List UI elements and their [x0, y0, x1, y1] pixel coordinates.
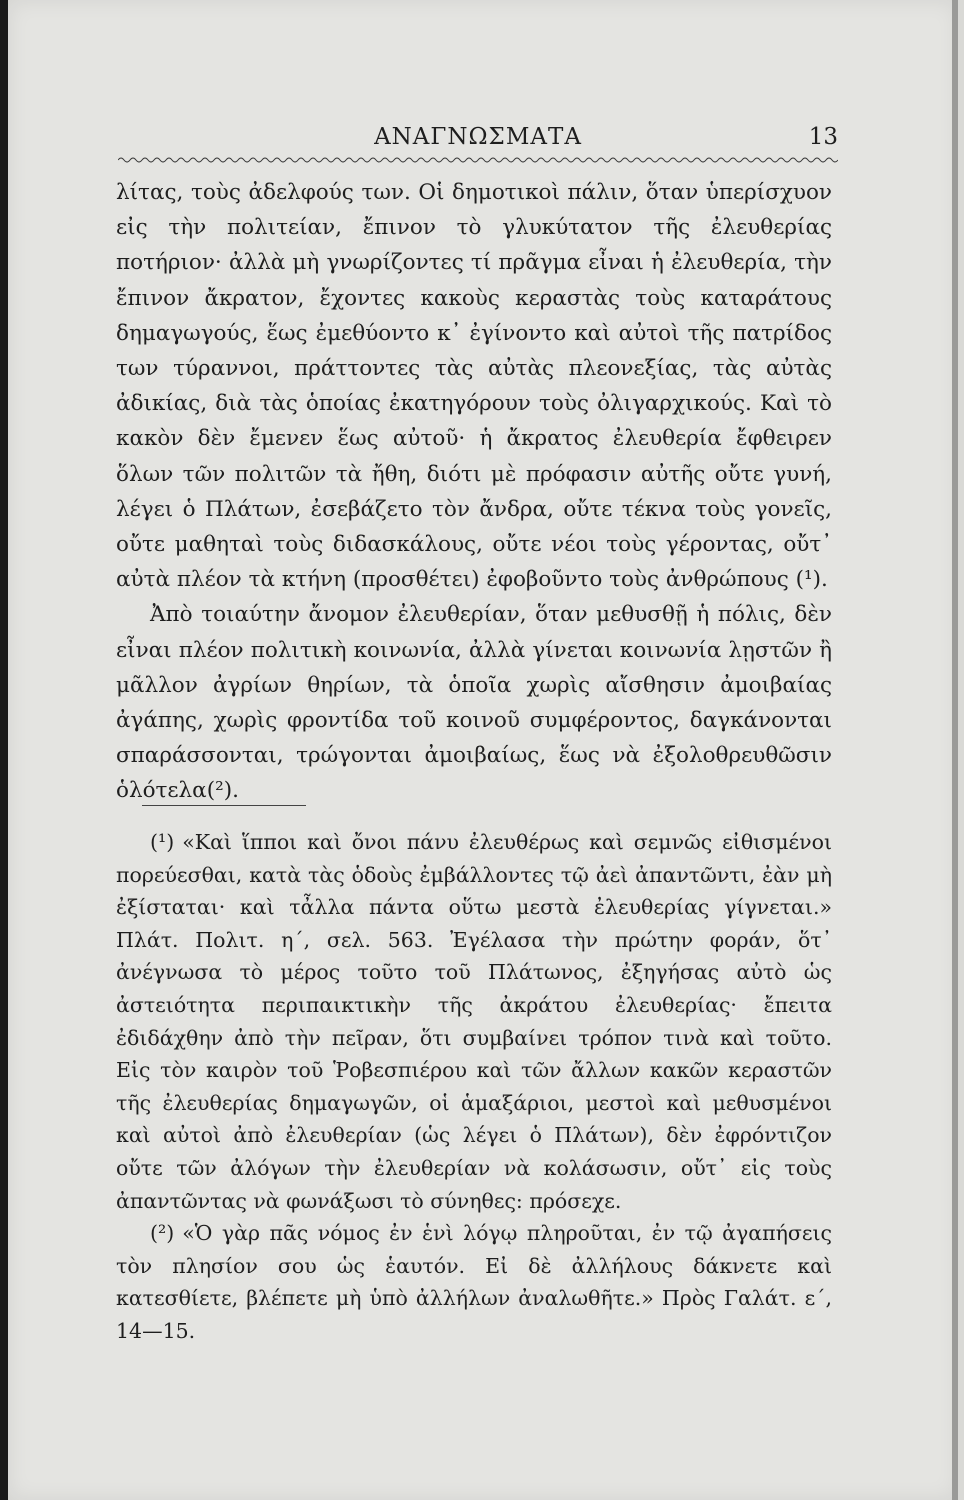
- wavy-rule-divider: [118, 156, 838, 164]
- footnote-2-marker: (²): [150, 1221, 175, 1246]
- footnotes: [116, 826, 832, 1348]
- paragraph-2-text: Ἀπὸ τοιαύτην ἄνομον ἐλευθερίαν, ὅταν μεθυσθῇ ἡ πόλις, δὲν εἶναι πλέον πολιτικὴ κοινωνία, ἀλλὰ γίνεται κοινωνία λῃστῶν ἢ μᾶλλον ἀγρίων θηρίων, τὰ ὁποῖα χωρὶς αἴσθησιν ἀμοιβαίας ἀγάπης, χωρὶς φροντίδα τοῦ κοινοῦ συμφέροντος, δαγκάνονται σπαράσσονται, τρώγονται ἀμοιβαίως, ἕως νὰ ἐξολοθρευθῶσιν ὁλότελα: [116, 602, 832, 804]
- main-text: [116, 175, 832, 809]
- book-page: [8, 0, 958, 1500]
- running-title: ΑΝΑΓΝΩΣΜΑΤΑ: [374, 124, 582, 150]
- page-right-edge: [952, 0, 958, 1500]
- body-paragraph-2: [116, 597, 832, 808]
- footnote-separator: [142, 805, 306, 806]
- body-paragraph-1: [116, 175, 832, 597]
- footnote-1-text: «Καὶ ἵπποι καὶ ὄνοι πάνυ ἐλευθέρως καὶ σεμνῶς εἰθισμένοι πορεύεσθαι, κατὰ τὰς ὁδοὺς ἐμβάλλοντες τῷ ἀεὶ ἀπαντῶντι, ἐὰν μὴ ἐξίσταται· καὶ τἆλλα πάντα οὕτω μεστὰ ἐλευθερίας γίγνεται.» Πλάτ. Πολιτ. η΄, σελ. 563. Ἐγέλασα τὴν πρώτην φοράν, ὅτ᾽ ἀνέγνωσα τὸ μέρος τοῦτο τοῦ Πλάτωνος, ἐξηγήσας αὐτὸ ὡς ἀστειότητα περιπαικτικὴν τῆς ἀκράτου ἐλευθερίας· ἔπειτα ἐδιδάχθην ἀπὸ τὴν πεῖραν, ὅτι συμβαίνει τρόπον τινὰ καὶ τοῦτο. Εἰς τὸν καιρὸν τοῦ Ῥοβεσπιέρου καὶ τῶν ἄλλων κακῶν κεραστῶν τῆς ἐλευθερίας δημαγωγῶν, οἱ ἁμαξάριοι, μεστοὶ καὶ μεθυσμένοι καὶ αὐτοὶ ἀπὸ ἐλευθερίαν (ὡς λέγει ὁ Πλάτων), δὲν ἐφρόντιζον οὔτε τῶν ἀλόγων τὴν ἐλευθερίαν νὰ κολάσωσιν, οὔτ᾽ εἰς τοὺς ἀπαντῶντας νὰ φωνάξωσι τὸ σύνηθες: πρόσεχε.: [116, 830, 832, 1213]
- footnote-2: [116, 1217, 832, 1347]
- footnote-1-marker: (¹): [150, 830, 175, 854]
- footnote-ref-1: (¹).: [795, 567, 828, 593]
- footnote-ref-2: (²).: [206, 778, 239, 804]
- page-number: 13: [808, 124, 838, 150]
- footnote-1: [116, 826, 832, 1217]
- paragraph-1-text: λίτας, τοὺς ἀδελφούς των. Οἱ δημοτικοὶ πάλιν, ὅταν ὑπερίσχυον εἰς τὴν πολιτείαν, ἔπινον τὸ γλυκύτατον τῆς ἐλευθερίας ποτήριον· ἀλλὰ μὴ γνωρίζοντες τί πρᾶγμα εἶναι ἡ ἐλευθερία, τὴν ἔπινον ἄκρατον, ἔχοντες κακοὺς κεραστὰς τοὺς καταράτους δημαγωγούς, ἕως ἐμεθύοντο κ᾽ ἐγίνοντο καὶ αὐτοὶ τῆς πατρίδος των τύραννοι, πράττοντες τὰς αὐτὰς πλεονεξίας, τὰς αὐτὰς ἀδικίας, διὰ τὰς ὁποίας ἐκατηγόρουν τοὺς ὀλιγαρχικούς. Καὶ τὸ κακὸν δὲν ἔμενεν ἕως αὐτοῦ· ἡ ἄκρατος ἐλευθερία ἔφθειρεν ὅλων τῶν πολιτῶν τὰ ἤθη, διότι μὲ πρόφασιν αὐτῆς οὔτε γυνή, λέγει ὁ Πλάτων, ἐσεβάζετο τὸν ἄνδρα, οὔτε τέκνα τοὺς γονεῖς, οὔτε μαθηταὶ τοὺς διδασκάλους, οὔτε νέοι τοὺς γέροντας, οὔτ᾽ αὐτὰ πλέον τὰ κτήνη (προσθέτει) ἐφοβοῦντο τοὺς ἀνθρώπους: [116, 180, 832, 593]
- page-header: [118, 118, 838, 158]
- footnote-2-text: «Ὁ γὰρ πᾶς νόμος ἐν ἑνὶ λόγῳ πληροῦται, ἐν τῷ ἀγαπήσεις τὸν πλησίον σου ὡς ἑαυτόν. Εἰ δὲ ἀλλήλους δάκνετε καὶ κατεσθίετε, βλέπετε μὴ ὑπὸ ἀλλήλων ἀναλωθῆτε.» Πρὸς Γαλάτ. ε΄, 14—15.: [116, 1221, 832, 1343]
- scan-left-edge: [0, 0, 8, 1500]
